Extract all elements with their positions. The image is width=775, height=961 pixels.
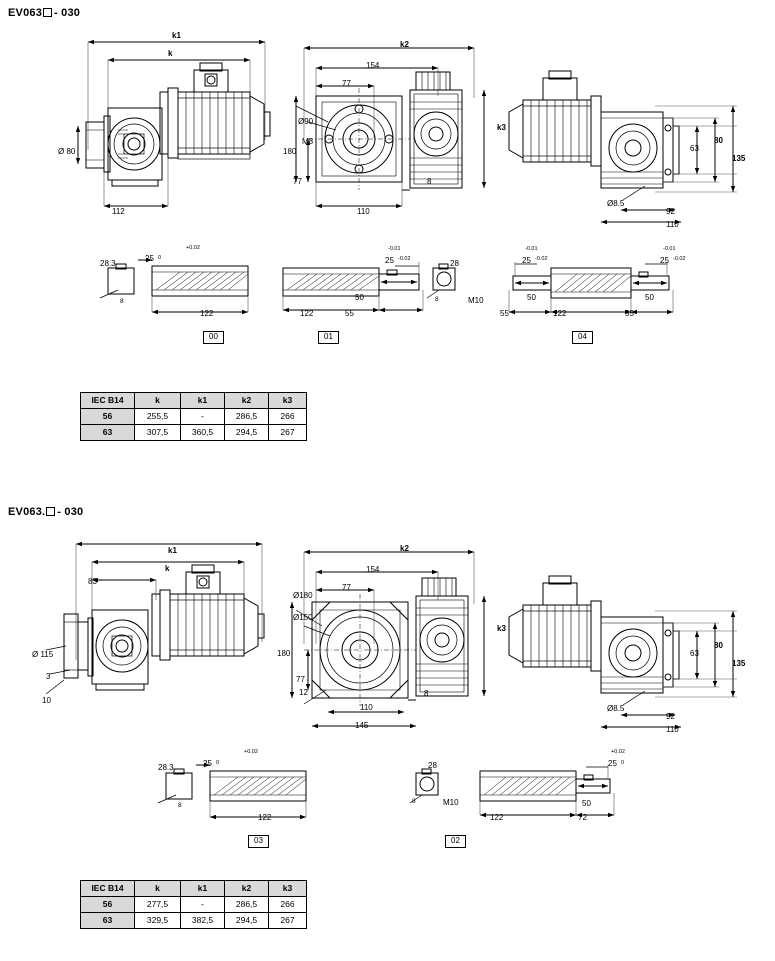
dim-55-s1-01: 55 — [345, 309, 354, 318]
dim-122-s1-01: 122 — [300, 309, 314, 318]
dim-77v-s2: 77 — [296, 675, 305, 684]
cell-iec: 56 — [81, 897, 135, 913]
th-k2: k2 — [225, 881, 269, 897]
section-1-middle-view — [288, 38, 503, 223]
dim-77-s1: 77 — [342, 79, 351, 88]
section-1-left-view — [60, 30, 300, 225]
dim-63-s1: 63 — [690, 144, 699, 153]
shaft-detail-04 — [425, 250, 685, 332]
dim-110-s2: 110 — [360, 703, 373, 712]
dim-55-left-s1-04: 55 — [500, 309, 509, 318]
dim-k1-s2: k1 — [168, 546, 177, 555]
dim-28-s2-02: 28 — [428, 761, 437, 770]
dim-112-s1: 112 — [112, 207, 125, 216]
dim-d180-s2: Ø180 — [293, 591, 313, 600]
shaft-code-03: 03 — [248, 835, 269, 848]
dim-12-s2: 12 — [299, 688, 308, 697]
cell-iec: 56 — [81, 409, 135, 425]
dim-8-s2: 8 — [424, 689, 429, 698]
cell-k3: 266 — [269, 897, 307, 913]
section-2-left-view — [30, 530, 300, 725]
dim-25-s2-02: 25 — [608, 759, 617, 768]
dim-80-s1: 80 — [714, 136, 723, 145]
section-1-title-suffix: - 030 — [54, 7, 81, 19]
table-header-row — [81, 393, 307, 409]
cell-k1: - — [181, 897, 225, 913]
cell-iec: 63 — [81, 425, 135, 441]
dim-135-s1: 135 — [732, 154, 746, 163]
table-row — [81, 409, 307, 425]
section-1-title-prefix: EV063 — [8, 7, 43, 19]
dim-63-s2: 63 — [690, 649, 699, 658]
dim-25-left-s1-04: 25 — [522, 256, 531, 265]
dim-25-s1-01: 25 — [385, 256, 394, 265]
cell-k1: - — [181, 409, 225, 425]
dim-k3-s2: k3 — [497, 624, 506, 633]
dim-8-s1-04: 8 — [435, 296, 439, 303]
th-iec-b14: IEC B14 — [81, 881, 135, 897]
cell-k: 329,5 — [135, 913, 181, 929]
table-row — [81, 913, 307, 929]
cell-k2: 294,5 — [225, 913, 269, 929]
dim-50-left-s1-04: 50 — [527, 293, 536, 302]
section-2-title — [8, 506, 83, 518]
dim-110-s1: 110 — [357, 207, 370, 216]
th-k: k — [135, 393, 181, 409]
th-iec-b14: IEC B14 — [81, 393, 135, 409]
dim-50-s1-01: 50 — [355, 293, 364, 302]
dim-m8-s1: M8 — [302, 137, 314, 146]
dim-50-s2-02: 50 — [582, 799, 591, 808]
tol-25-left-top-s1-04: -0.01 — [525, 246, 538, 252]
dim-28-s1-04: 28 — [450, 259, 459, 268]
tol-25-zero-s1-00: 0 — [158, 255, 162, 261]
th-k2: k2 — [225, 393, 269, 409]
th-k3: k3 — [269, 393, 307, 409]
dim-k-s1: k — [168, 49, 173, 58]
dim-72-s2-02: 72 — [578, 813, 587, 822]
section-2-table — [80, 880, 307, 929]
dim-k2-s2: k2 — [400, 544, 409, 553]
cell-k2: 294,5 — [225, 425, 269, 441]
shaft-detail-03 — [150, 755, 350, 835]
tol-25-left-bot-s1-04: -0.02 — [535, 256, 548, 262]
dim-d90-s1: Ø90 — [298, 117, 314, 126]
table-row — [81, 425, 307, 441]
dim-122-s1-00: 122 — [200, 309, 214, 318]
th-k: k — [135, 881, 181, 897]
tol-25-right-top-s1-04: -0.01 — [663, 246, 676, 252]
dim-110-right-s2: 110 — [666, 725, 679, 734]
dim-122-s2-02: 122 — [490, 813, 504, 822]
tol-25-zero-s2-02: 0 — [621, 760, 625, 766]
shaft-code-00: 00 — [203, 331, 224, 344]
shaft-code-01: 01 — [318, 331, 339, 344]
dim-25-s2-03: 25 — [203, 759, 212, 768]
cell-k2: 286,5 — [225, 409, 269, 425]
dim-283-s2-03: 28.3 — [158, 763, 174, 772]
tol-25-bot-s1-01: -0.02 — [398, 256, 411, 262]
tol-25-zero-s2-03: 0 — [216, 760, 220, 766]
shaft-code-04: 04 — [572, 331, 593, 344]
dim-k3-s1: k3 — [497, 123, 506, 132]
cell-k1: 382,5 — [181, 913, 225, 929]
dim-180-s2: 180 — [277, 649, 291, 658]
cell-k1: 360,5 — [181, 425, 225, 441]
dim-110-right-s1: 110 — [666, 220, 679, 229]
dim-8-s1-00: 8 — [120, 298, 124, 305]
th-k1: k1 — [181, 881, 225, 897]
dim-m10-s1-04: M10 — [468, 296, 484, 305]
cell-k2: 286,5 — [225, 897, 269, 913]
section-1-table — [80, 392, 307, 441]
dim-d85-s1: Ø8.5 — [607, 199, 625, 208]
dim-77v-s1: 77 — [293, 177, 302, 186]
section-2-middle-view — [282, 540, 504, 740]
shaft-detail-00 — [92, 250, 292, 330]
cell-k3: 267 — [269, 913, 307, 929]
cell-k: 255,5 — [135, 409, 181, 425]
shaft-detail-02 — [408, 753, 628, 835]
dim-135-s2: 135 — [732, 659, 746, 668]
cell-k3: 266 — [269, 409, 307, 425]
square-placeholder-icon — [43, 8, 52, 17]
dim-3-s2: 3 — [46, 672, 51, 681]
dim-92-s2: 92 — [666, 712, 675, 721]
section-1-right-view — [505, 40, 760, 225]
dim-m10-s2-02: M10 — [443, 798, 459, 807]
tol-25-top-s2-03: +0.02 — [244, 749, 258, 755]
dim-d85-s2: Ø8.5 — [607, 704, 625, 713]
dim-50-right-s1-04: 50 — [645, 293, 654, 302]
dim-25-s1-00: 25 — [145, 254, 154, 263]
dim-d150-s2: Ø150 — [293, 613, 313, 622]
dim-8-s2-03: 8 — [178, 802, 182, 809]
dim-d115-s2: Ø 115 — [32, 650, 54, 659]
shaft-code-02: 02 — [445, 835, 466, 848]
section-2-title-prefix: EV063. — [8, 506, 46, 518]
tol-25-top-s2-02: +0.02 — [611, 749, 625, 755]
section-1-title — [8, 7, 80, 19]
dim-83-s2: 83 — [88, 577, 97, 586]
th-k1: k1 — [181, 393, 225, 409]
section-2-title-suffix: - 030 — [57, 506, 84, 518]
dim-80-s2: 80 — [714, 641, 723, 650]
tol-25-top-s1-01: -0.01 — [388, 246, 401, 252]
dim-180-s1: 180 — [283, 147, 297, 156]
square-placeholder-icon-2 — [46, 507, 55, 516]
dim-k-s2: k — [165, 564, 170, 573]
tol-25-top-s1-00: +0.02 — [186, 245, 200, 251]
table-row — [81, 897, 307, 913]
th-k3: k3 — [269, 881, 307, 897]
dim-283-s1-00: 28.3 — [100, 259, 116, 268]
dim-25-right-s1-04: 25 — [660, 256, 669, 265]
dim-145-s2: 145 — [355, 721, 369, 730]
shaft-detail-01 — [275, 252, 435, 330]
dim-92-s1: 92 — [666, 207, 675, 216]
dim-d80-s1: Ø 80 — [58, 147, 76, 156]
dim-55-right-s1-04: 55 — [625, 309, 634, 318]
dim-k2-s1: k2 — [400, 40, 409, 49]
cell-k: 277,5 — [135, 897, 181, 913]
dim-10-s2: 10 — [42, 696, 51, 705]
cell-iec: 63 — [81, 913, 135, 929]
dim-77-s2: 77 — [342, 583, 351, 592]
dim-122-s2-03: 122 — [258, 813, 272, 822]
tol-25-right-bot-s1-04: -0.02 — [673, 256, 686, 262]
dim-154-s2: 154 — [366, 565, 380, 574]
cell-k: 307,5 — [135, 425, 181, 441]
dim-8-s2-02: 8 — [412, 798, 416, 805]
table-header-row — [81, 881, 307, 897]
section-2-right-view — [505, 545, 760, 730]
cell-k3: 267 — [269, 425, 307, 441]
dim-k1-s1: k1 — [172, 31, 181, 40]
dim-8-s1: 8 — [427, 177, 432, 186]
dim-154-s1: 154 — [366, 61, 380, 70]
dim-122-s1-04: 122 — [553, 309, 567, 318]
